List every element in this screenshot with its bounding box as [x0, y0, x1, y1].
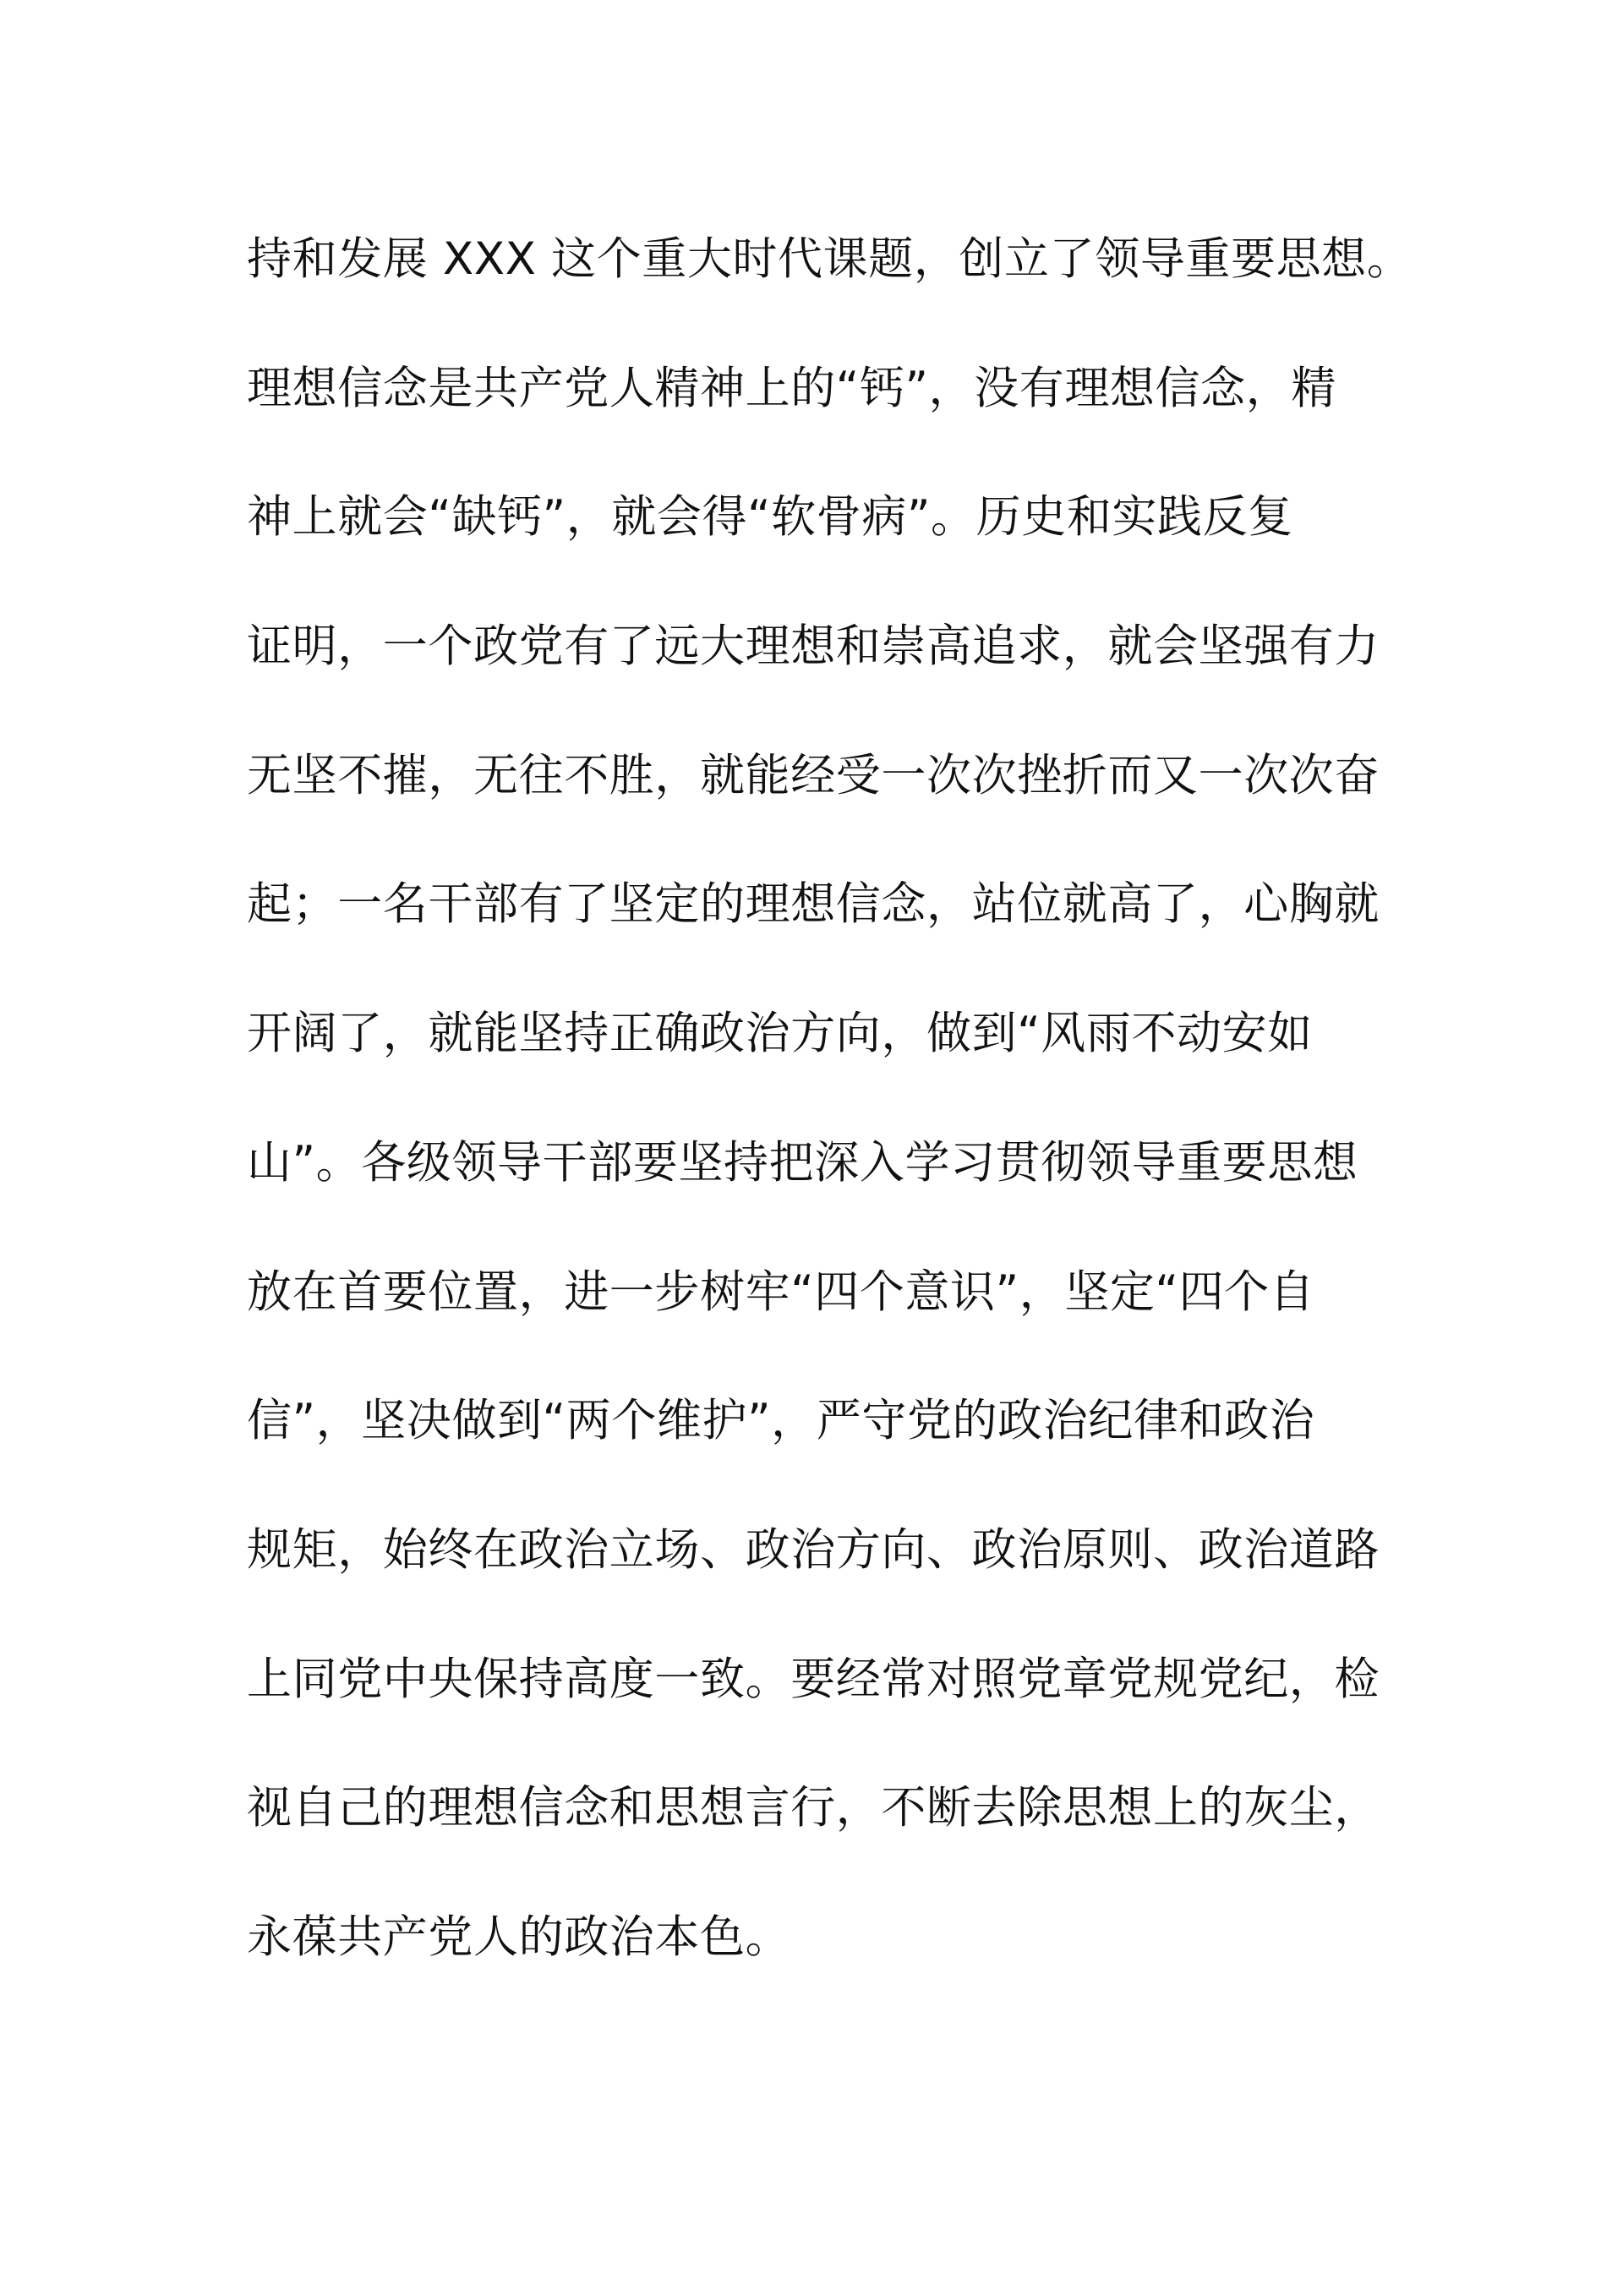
text-line: 开阔了，就能坚持正确政治方向，做到“风雨不动安如: [247, 1008, 1313, 1060]
text-line: 永葆共产党人的政治本色。: [247, 1911, 791, 1963]
text-line: 持和发展 XXX 这个重大时代课题，创立了领导重要思想。: [247, 233, 1413, 285]
text-line: 理想信念是共产党人精神上的“钙”，没有理想信念，精: [247, 362, 1336, 414]
text-line: 信”，坚决做到“两个维护”，严守党的政治纪律和政治: [247, 1395, 1315, 1447]
text-line: 起；一名干部有了坚定的理想信念，站位就高了，心胸就: [247, 878, 1380, 931]
text-line: 规矩，始终在政治立场、政治方向、政治原则、政治道路: [247, 1523, 1380, 1576]
text-line: 证明，一个政党有了远大理想和崇高追求，就会坚强有力: [247, 620, 1380, 673]
body-text: [247, 221, 1413, 2029]
text-line: 神上就会“缺钙”，就会得“软骨病”。历史和实践反复: [247, 491, 1293, 544]
text-line: 放在首要位置，进一步树牢“四个意识”，坚定“四个自: [247, 1266, 1315, 1318]
text-line: 无坚不摧，无往不胜，就能经受一次次挫折而又一次次奋: [247, 749, 1380, 801]
text-line: 山”。各级领导干部要坚持把深入学习贯彻领导重要思想: [247, 1136, 1358, 1189]
text-line: 上同党中央保持高度一致。要经常对照党章党规党纪，检: [247, 1653, 1380, 1705]
text-line: 视自己的理想信念和思想言行，不断去除思想上的灰尘，: [247, 1782, 1380, 1834]
